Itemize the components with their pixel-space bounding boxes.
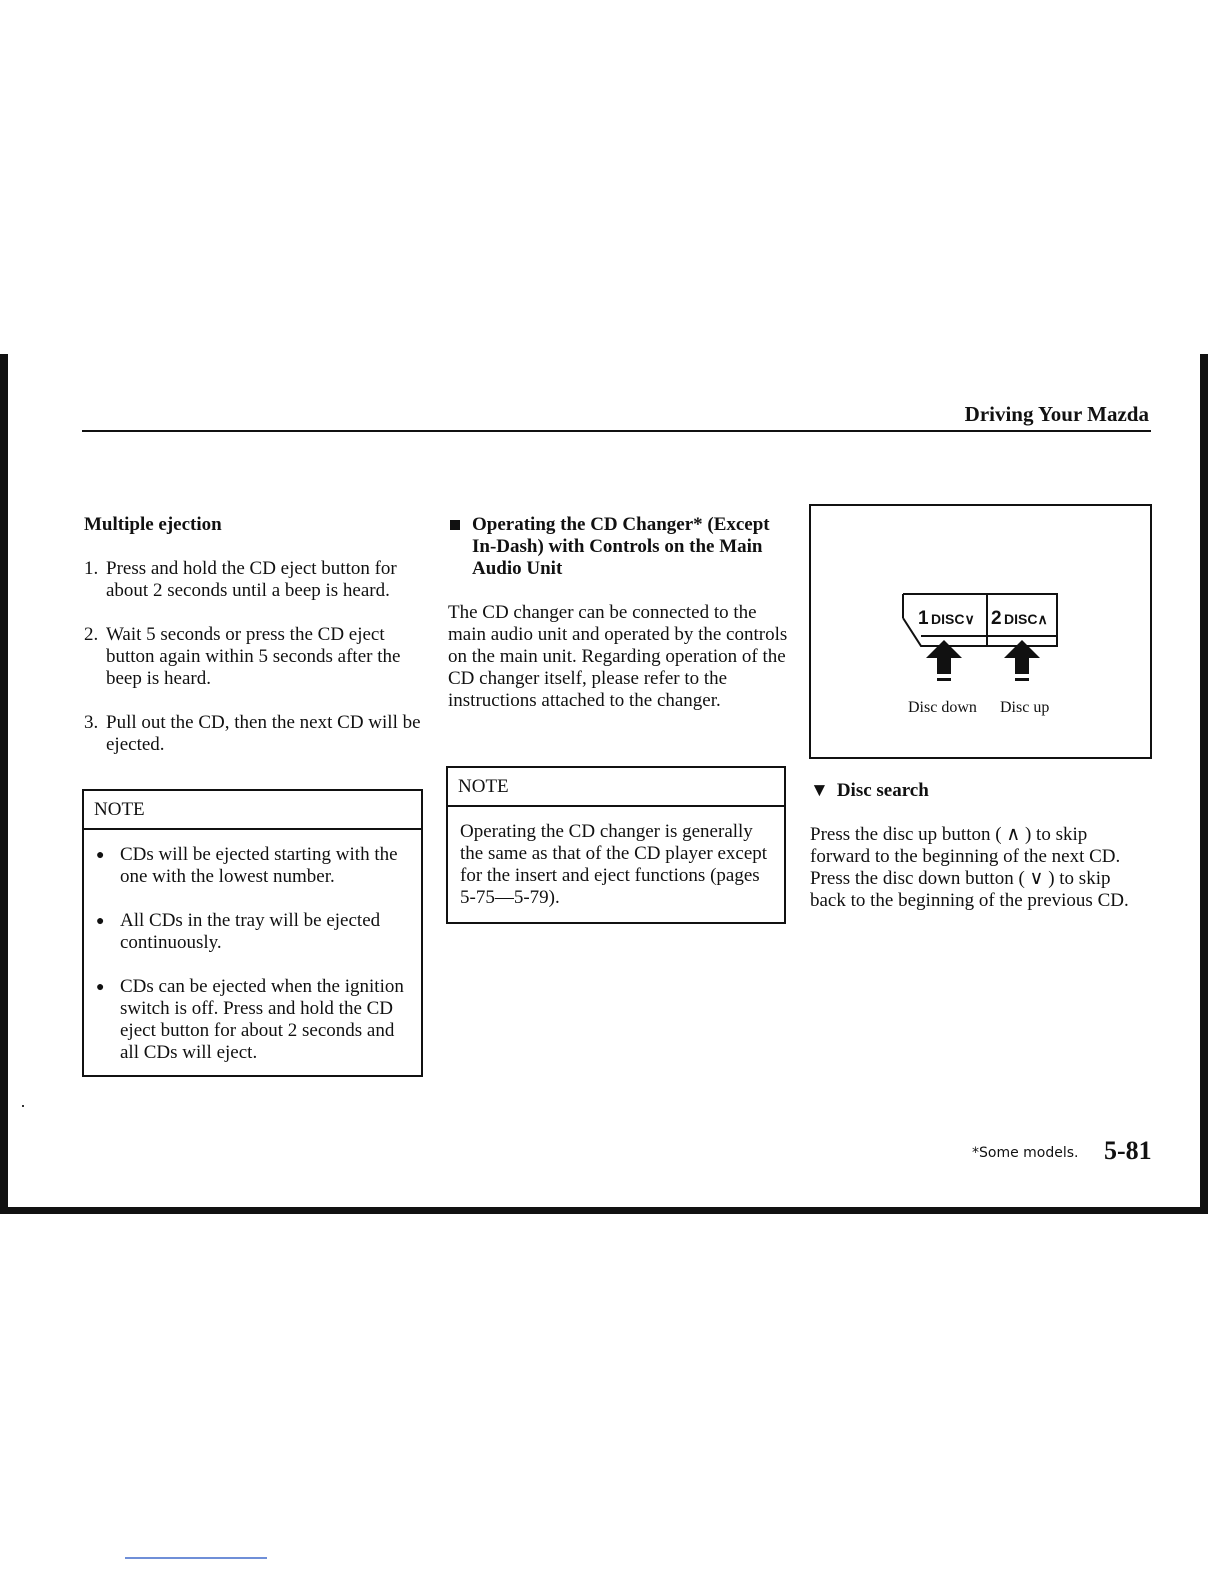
list-item bbox=[96, 844, 411, 888]
disc-up-button bbox=[991, 608, 1048, 629]
bullet-text: CDs will be ejected starting with the one with the lowest number. bbox=[120, 844, 398, 887]
note-box-ejection bbox=[82, 789, 423, 1077]
disc-down-number: 1 bbox=[918, 608, 929, 629]
section-heading bbox=[810, 780, 1150, 802]
cd-changer-paragraph: The CD changer can be connected to the main audio unit and operated by the controls on the main unit. Regarding operation of the CD changer itself, please refer to the instructions attached to the changer. bbox=[448, 602, 788, 711]
step-text: Press and hold the CD eject button for about 2 seconds until a beep is heard. bbox=[106, 558, 397, 601]
cd-changer-section bbox=[448, 514, 788, 712]
note-box-changer bbox=[446, 766, 786, 924]
step-text: Pull out the CD, then the next CD will be ejected. bbox=[106, 712, 421, 755]
section-heading-text: Disc search bbox=[836, 780, 929, 801]
list-item bbox=[84, 558, 424, 602]
triangle-down-icon: ▼ bbox=[810, 780, 829, 801]
page-frame-left bbox=[0, 354, 8, 1214]
step-number: 3. bbox=[84, 712, 99, 733]
note-body: Operating the CD changer is generally the same as that of the CD player except for the insert and eject functions (pages 5-75—5-79). bbox=[460, 821, 768, 908]
list-item bbox=[84, 624, 424, 690]
disc-buttons-illustration bbox=[811, 506, 1150, 757]
caption-disc-up: Disc up bbox=[1000, 699, 1050, 716]
disc-down-button bbox=[918, 608, 975, 629]
section-heading-text: Operating the CD Changer* (Except In-Dash) with Controls on the Main Audio Unit bbox=[472, 514, 770, 579]
page-frame-right bbox=[1200, 354, 1208, 1214]
section-heading: Multiple ejection bbox=[84, 514, 222, 535]
scan-speck bbox=[22, 1105, 24, 1107]
step-number: 2. bbox=[84, 624, 99, 645]
page-frame-bottom bbox=[0, 1207, 1208, 1214]
bullet-icon: ● bbox=[96, 848, 105, 863]
bullet-icon: ● bbox=[96, 914, 105, 929]
header-rule bbox=[82, 430, 1151, 432]
bottom-link-underline bbox=[125, 1557, 267, 1559]
disc-search-section bbox=[810, 780, 1150, 912]
disc-up-label: DISC∧ bbox=[1004, 611, 1048, 627]
page-header-title: Driving Your Mazda bbox=[964, 402, 1149, 426]
bullet-icon: ● bbox=[96, 980, 105, 995]
section-heading bbox=[448, 514, 788, 580]
note-bullets bbox=[84, 830, 421, 1064]
arrow-base-icon bbox=[1015, 678, 1029, 681]
multiple-ejection-section bbox=[84, 514, 424, 778]
caption-disc-down: Disc down bbox=[908, 699, 977, 716]
footnote: *Some models. bbox=[972, 1145, 1079, 1161]
page-number: 5-81 bbox=[1104, 1136, 1152, 1165]
list-item bbox=[96, 910, 411, 954]
list-item bbox=[84, 712, 424, 756]
disc-down-label: DISC∨ bbox=[931, 611, 975, 627]
step-text: Wait 5 seconds or press the CD eject button again within 5 seconds after the beep is heard. bbox=[106, 624, 401, 689]
square-bullet-icon bbox=[450, 520, 460, 530]
steps-list bbox=[84, 558, 424, 756]
disc-buttons-figure bbox=[809, 504, 1152, 759]
note-title: NOTE bbox=[448, 768, 784, 807]
bullet-text: All CDs in the tray will be ejected continuously. bbox=[120, 910, 381, 953]
disc-search-paragraph: Press the disc up button ( ∧ ) to skip forward to the beginning of the next CD. Press the disc down button ( ∨ ) to skip back to the beginning of the previous CD. bbox=[810, 824, 1129, 911]
disc-up-number: 2 bbox=[991, 608, 1002, 629]
list-item bbox=[96, 976, 411, 1064]
bullet-text: CDs can be ejected when the ignition switch is off. Press and hold the CD eject button for about 2 seconds and all CDs will eject. bbox=[120, 976, 404, 1063]
arrow-base-icon bbox=[937, 678, 951, 681]
step-number: 1. bbox=[84, 558, 99, 579]
note-title: NOTE bbox=[84, 791, 421, 830]
